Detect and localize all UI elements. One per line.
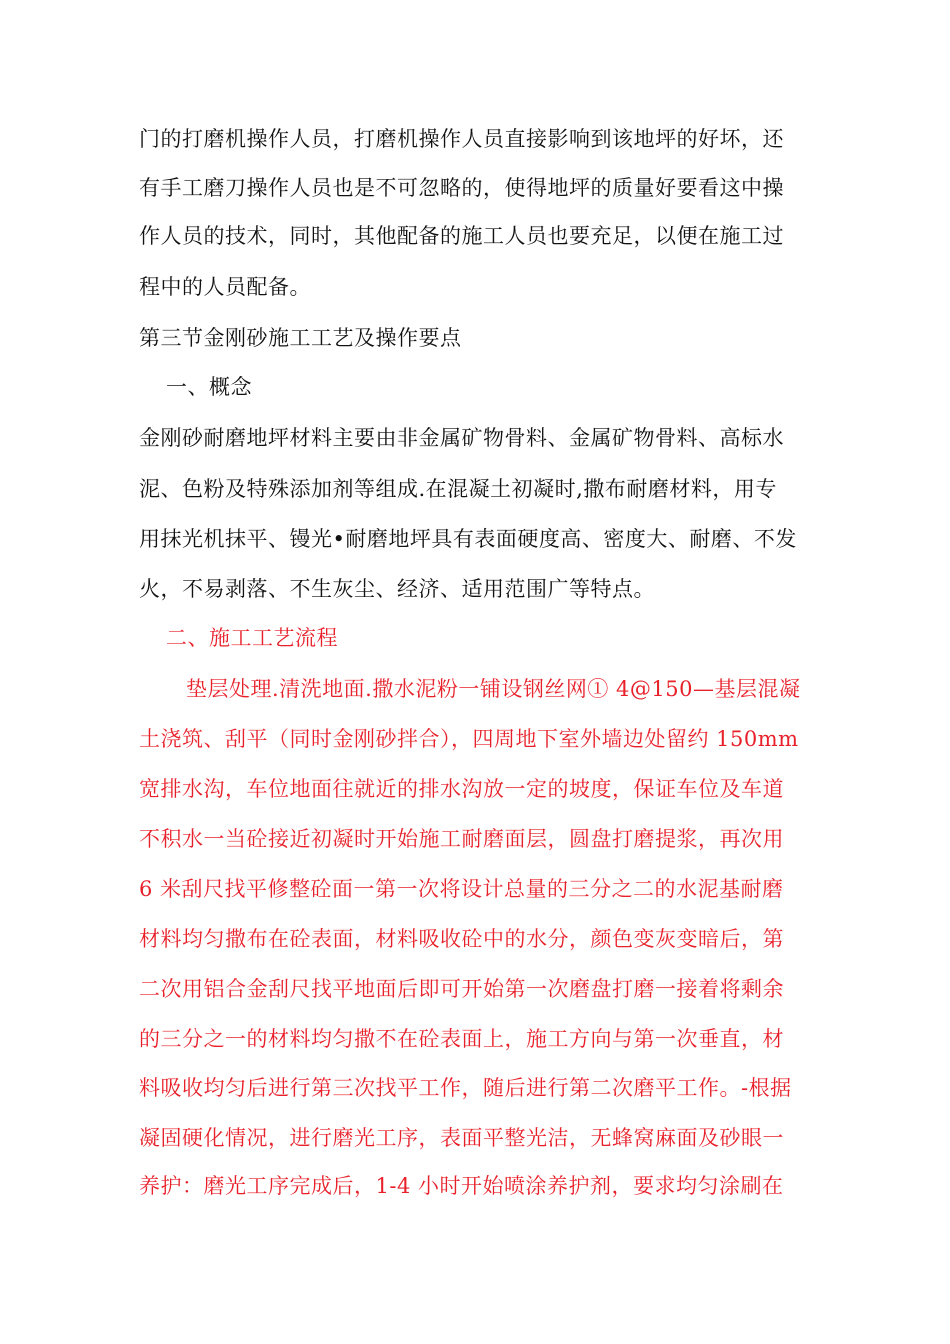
paragraph3-line-10: 凝固硬化情况，进行磨光工序，表面平整光洁，无蜂窝麻面及砂眼一 — [139, 1126, 784, 1150]
concept-heading: 一、概念 — [166, 375, 252, 399]
paragraph3-line-2: 土浇筑、刮平（同时金刚砂拌合），四周地下室外墙边处留约 150mm — [139, 727, 799, 751]
paragraph2-line-1: 金刚砂耐磨地坪材料主要由非金属矿物骨料、金属矿物骨料、高标水 — [139, 426, 784, 450]
paragraph3-line-4: 不积水一当砼接近初凝时开始施工耐磨面层，圆盘打磨提浆，再次用 — [139, 827, 784, 851]
paragraph2-line-4: 火，不易剥落、不生灰尘、经济、适用范围广等特点。 — [139, 577, 655, 601]
process-heading: 二、施工工艺流程 — [166, 626, 338, 650]
paragraph1-line-1: 门的打磨机操作人员，打磨机操作人员直接影响到该地坪的好坏，还 — [139, 127, 784, 151]
paragraph3-line-6: 材料均匀撒布在砼表面，材料吸收砼中的水分，颜色变灰变暗后，第 — [139, 927, 784, 951]
section-title: 第三节金刚砂施工工艺及操作要点 — [139, 326, 462, 350]
paragraph3-line-11: 养护：磨光工序完成后，1-4 小时开始喷涂养护剂，要求均匀涂刷在 — [139, 1174, 784, 1198]
paragraph1-line-4: 程中的人员配备。 — [139, 275, 311, 299]
paragraph3-line-5: 6 米刮尺找平修整砼面一第一次将设计总量的三分之二的水泥基耐磨 — [139, 877, 784, 901]
paragraph3-line-1: 垫层处理.清洗地面.撒水泥粉一铺设钢丝网① 4@150—基层混凝 — [186, 677, 801, 701]
paragraph2-line-3: 用抹光机抹平、镘光•耐磨地坪具有表面硬度高、密度大、耐磨、不发 — [139, 527, 797, 551]
paragraph3-line-8: 的三分之一的材料均匀撒不在砼表面上，施工方向与第一次垂直，材 — [139, 1027, 784, 1051]
paragraph1-line-3: 作人员的技术，同时，其他配备的施工人员也要充足，以便在施工过 — [139, 224, 784, 248]
paragraph3-line-9: 料吸收均匀后进行第三次找平工作，随后进行第二次磨平工作。-根据 — [139, 1076, 792, 1100]
paragraph1-line-2: 有手工磨刀操作人员也是不可忽略的，使得地坪的质量好要看这中操 — [139, 176, 784, 200]
paragraph3-line-3: 宽排水沟，车位地面往就近的排水沟放一定的坡度，保证车位及车道 — [139, 777, 784, 801]
paragraph3-line-7: 二次用铝合金刮尺找平地面后即可开始第一次磨盘打磨一接着将剩余 — [139, 977, 784, 1001]
paragraph2-line-2: 泥、色粉及特殊添加剂等组成.在混凝土初凝时,撒布耐磨材料，用专 — [139, 477, 777, 501]
